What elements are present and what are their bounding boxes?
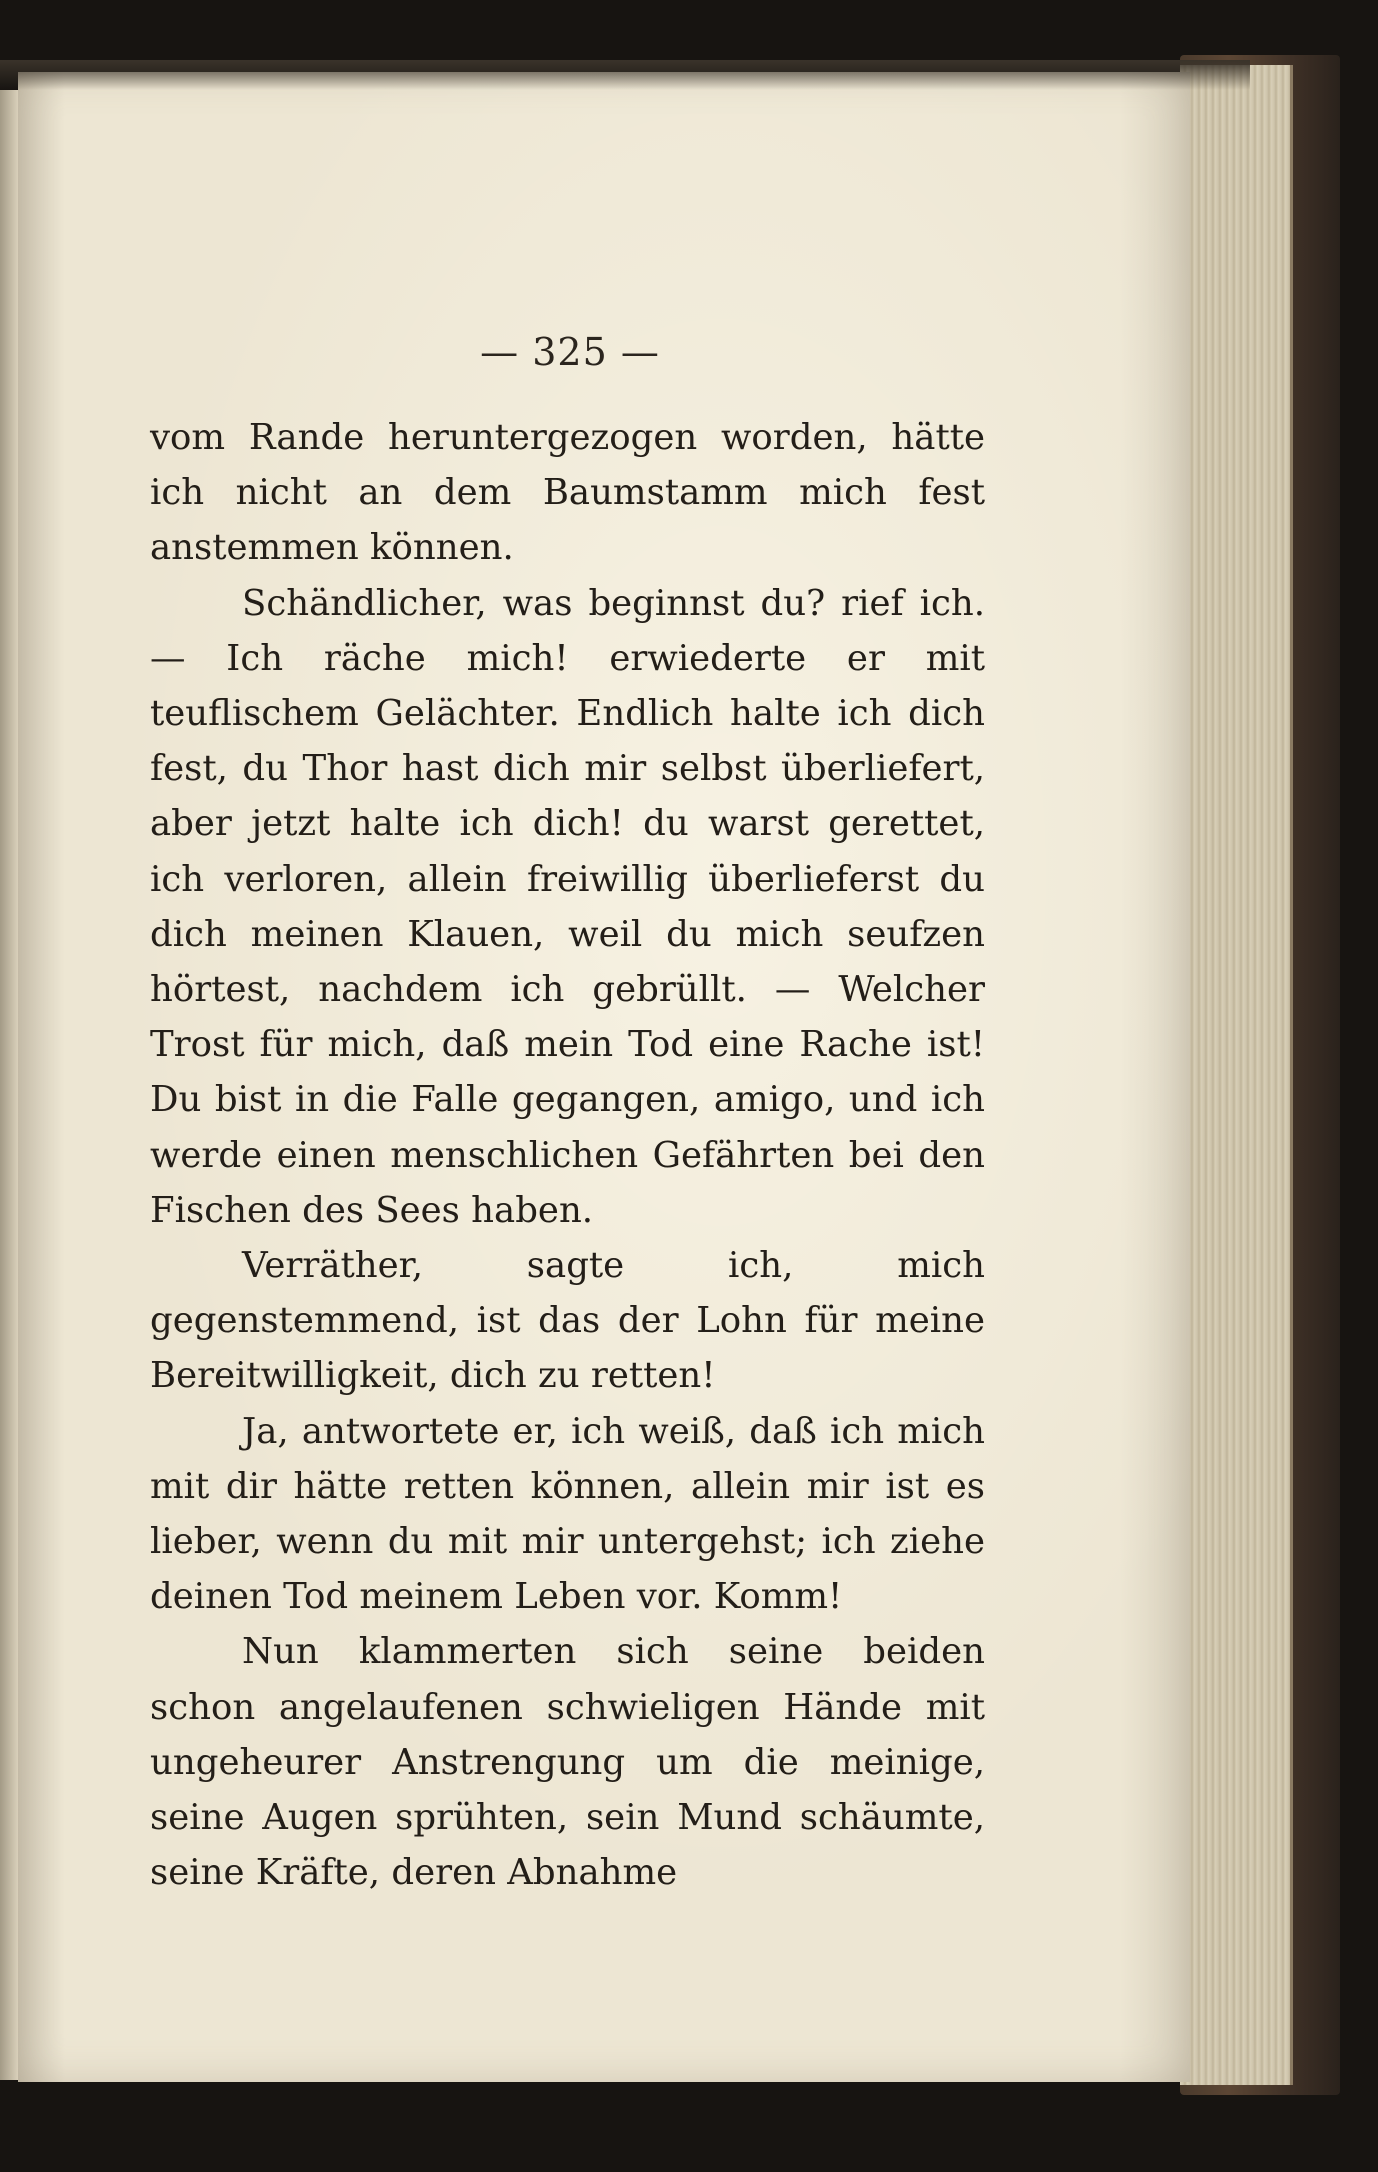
page-block-edges <box>1180 65 1293 2085</box>
facing-page-edge <box>0 90 18 2080</box>
page-number: — 325 — <box>480 330 660 374</box>
paragraph-1: vom Rande heruntergezogen worden, hätte ich nicht an dem Baumstamm mich fest anstemmen können. <box>150 417 985 569</box>
paragraph-4: Ja, antwortete er, ich weiß, daß ich mich mit dir hätte retten können, allein mir ist es lieber, wenn du mit mir untergehst; ich ziehe deinen Tod meinem Leben vor. Komm! <box>150 1410 985 1618</box>
paragraph-3: Verräther, sagte ich, mich gegenstemmend, ist das der Lohn für meine Bereitwilligkeit, dich zu retten! <box>150 1245 985 1397</box>
page-text <box>150 410 985 1900</box>
paragraph-2: Schändlicher, was beginnst du? rief ich. — Ich räche mich! erwiederte er mit teuflischem Gelächter. Endlich halte ich dich fest, du Thor hast dich mir selbst überliefert, aber jetzt halte ich dich! du warst gerettet, ich verloren, allein freiwillig überlieferst du dich meinen Klauen, weil du mich seufzen hörtest, nachdem ich gebrüllt. — Welcher Trost für mich, daß mein Tod eine Rache ist! Du bist in die Falle gegangen, amigo, und ich werde einen menschlichen Gefährten bei den Fischen des Sees haben. <box>150 582 985 1231</box>
paragraph-5: Nun klammerten sich seine beiden schon angelaufenen schwieligen Hände mit ungeheurer Anstrengung um die meinige, seine Augen sprühten, sein Mund schäumte, seine Kräfte, deren Abnahme <box>150 1631 985 1894</box>
top-shadow <box>0 60 1250 90</box>
